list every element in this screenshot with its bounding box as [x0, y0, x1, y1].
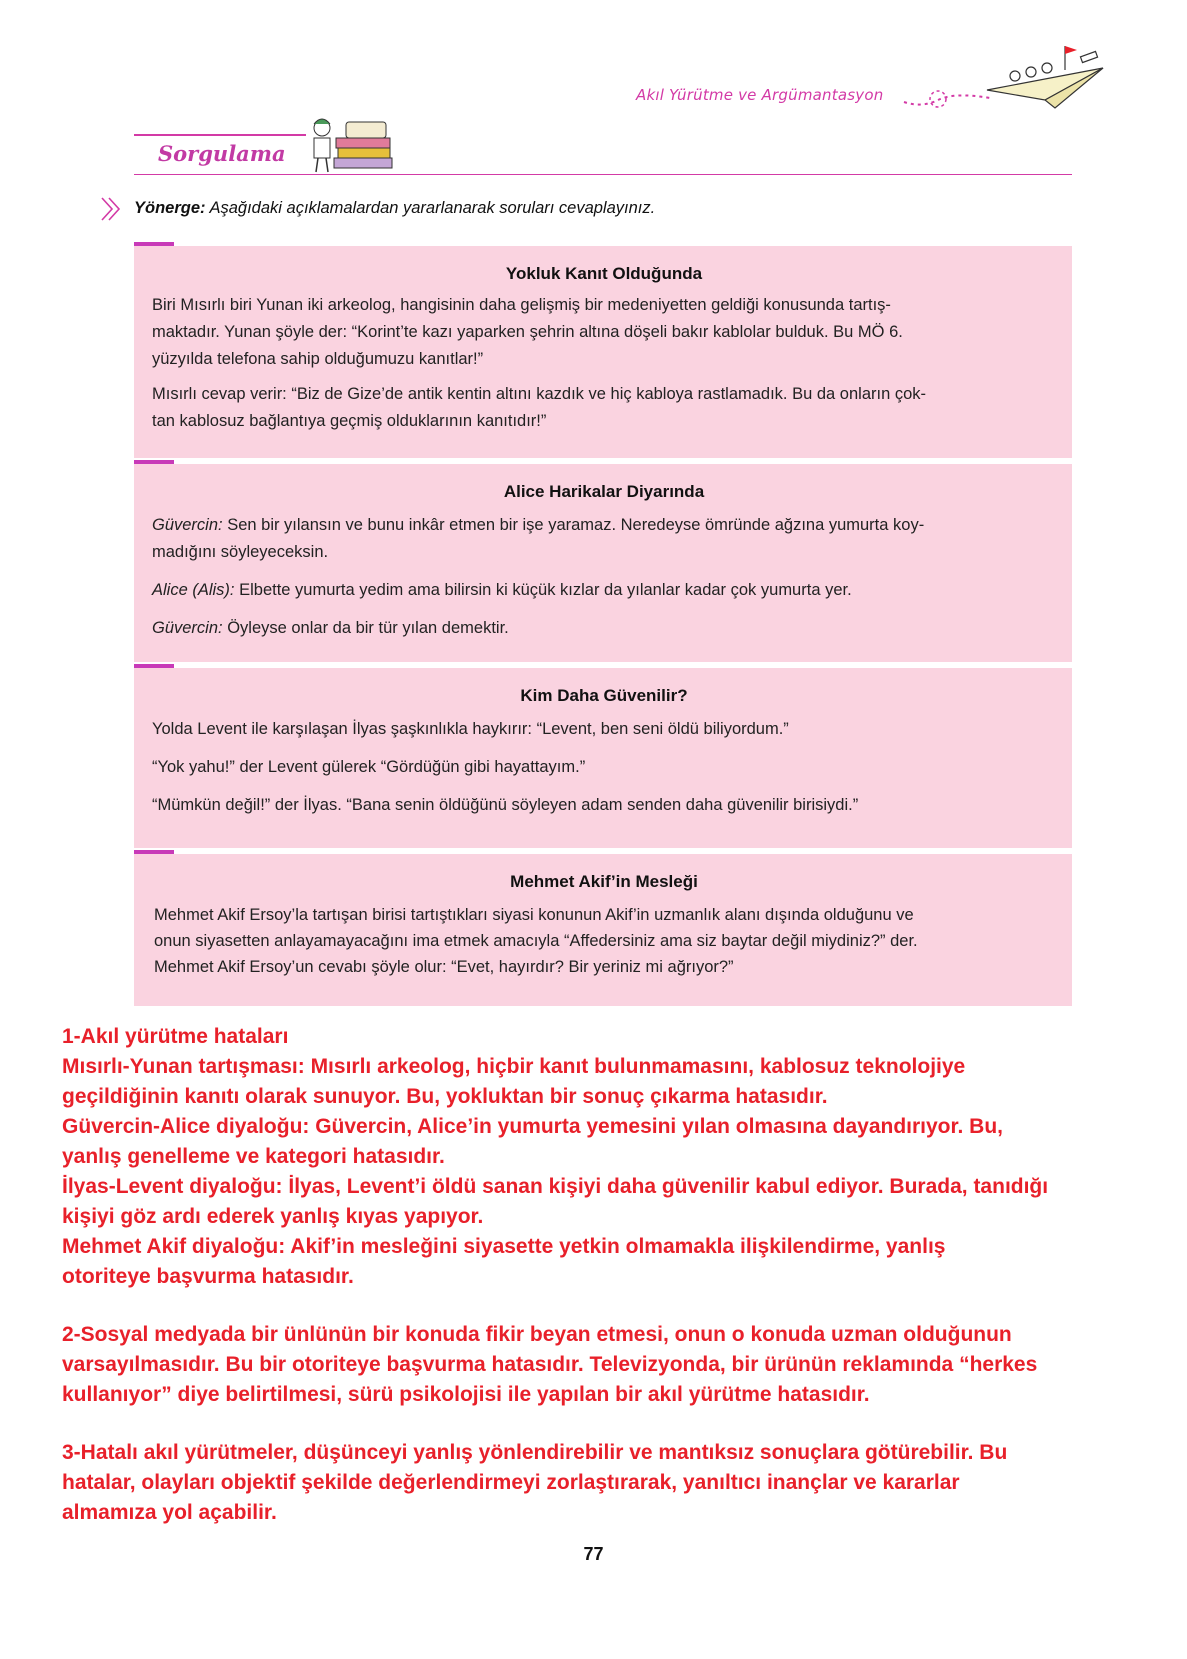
text-line: madığını söyleyeceksin.: [152, 543, 329, 561]
box-title: Mehmet Akif’in Mesleği: [510, 872, 698, 891]
text-line: Mehmet Akif Ersoy’un cevabı şöyle olur: “Evet, hayırdır? Bir yeriniz mi ağrıyor?”: [154, 958, 734, 976]
speaker-name: Güvercin:: [152, 619, 223, 637]
dialog-line: [152, 615, 1056, 642]
page-number: 77: [583, 1544, 604, 1564]
story-box-yokluk: [134, 246, 1072, 458]
answer-line: yanlış genelleme ve kategori hatasıdır.: [62, 1145, 445, 1168]
answer-line: geçildiğinin kanıtı olarak sunuyor. Bu, yokluktan bir sonuç çıkarma hatasıdır.: [62, 1085, 828, 1108]
box-title: Kim Daha Güvenilir?: [520, 686, 688, 705]
answer-line: hatalar, olayları objektif şekilde değerlendirmeyi zorlaştırarak, yanıltıcı inançlar ve kararlar: [62, 1471, 960, 1494]
speaker-name: Güvercin:: [152, 516, 223, 534]
text-line: Mısırlı cevap verir: “Biz de Gize’de antik kentin altını kazdık ve hiç kabloya rastlamadık. Bu da onların çok-: [152, 385, 927, 403]
box-title: Alice Harikalar Diyarında: [503, 482, 705, 501]
text-line: yüzyılda telefona sahip olduğumuzu kanıtlar!”: [152, 350, 484, 368]
text-line: maktadır. Yunan şöyle der: “Korint’te kazı yaparken şehrin altına döşeli bakır kablolar bulduk. Bu MÖ 6.: [152, 323, 903, 341]
box-title: Yokluk Kanıt Olduğunda: [505, 264, 703, 283]
text-line: Sen bir yılansın ve bunu inkâr etmen bir işe yaramaz. Neredeyse ömründe ağzına yumurta koy-: [222, 516, 925, 534]
story-box-akif: [134, 854, 1072, 1006]
instruction-label: Yönerge:: [134, 199, 206, 217]
answers: [62, 1022, 1162, 1528]
answer-line: 3-Hatalı akıl yürütmeler, düşünceyi yanlış yönlendirebilir ve mantıksız sonuçlara götürebilir. Bu: [62, 1441, 1008, 1464]
books-reader-illustration-icon: [306, 112, 396, 174]
box-paragraph: [152, 292, 1056, 373]
spacer: [62, 1292, 1162, 1320]
text-line: Öyleyse onlar da bir tür yılan demektir.: [222, 619, 509, 637]
paper-plane-illustration-icon: [985, 40, 1105, 110]
answer-line: kullanıyor” diye belirtilmesi, sürü psikolojisi ile yapılan bir akıl yürütme hatasıdır.: [62, 1383, 870, 1406]
section-rule-top: [134, 134, 306, 136]
section-rule-bottom: [134, 174, 1072, 175]
answer-line: otoriteye başvurma hatasıdır.: [62, 1265, 354, 1288]
dialog-line: [152, 512, 1056, 566]
dotted-path-decoration-icon: [902, 88, 992, 114]
speaker-name: Alice (Alis):: [152, 581, 235, 599]
text-line: Mehmet Akif Ersoy’la tartışan birisi tartıştıkları siyasi konunun Akif’in uzmanlık alanı dışında olduğunu ve: [154, 906, 914, 924]
text-line: Elbette yumurta yedim ama bilirsin ki küçük kızlar da yılanlar kadar çok yumurta yer.: [234, 581, 852, 599]
text-line: onun siyasetten anlayamayacağını ima etmek amacıyla “Affedersiniz ama siz baytar değil miydiniz?” der.: [154, 932, 918, 950]
instruction: [134, 199, 655, 218]
story-box-alice: [134, 464, 1072, 662]
answer-line: varsayılmasıdır. Bu bir otoriteye başvurma hatasıdır. Televizyonda, bir ürünün reklamında “herkes: [62, 1353, 1038, 1376]
answer-line: 1-Akıl yürütme hataları: [62, 1025, 289, 1048]
answer-line: Güvercin-Alice diyaloğu: Güvercin, Alice’in yumurta yemesini yılan olmasına dayandırıyor. Bu,: [62, 1115, 1004, 1138]
section-label: Sorgulama: [158, 141, 286, 166]
spacer: [62, 1410, 1162, 1438]
answer-line: İlyas-Levent diyaloğu: İlyas, Levent’i öldü sanan kişiyi daha güvenilir kabul ediyor. Burada, tanıdığı: [62, 1175, 1049, 1198]
text-line: Yolda Levent ile karşılaşan İlyas şaşkınlıkla haykırır: “Levent, ben seni öldü biliyordum.”: [152, 720, 789, 738]
answer-line: Mısırlı-Yunan tartışması: Mısırlı arkeolog, hiçbir kanıt bulunmamasını, kablosuz teknolojiye: [62, 1055, 966, 1078]
instruction-text: Aşağıdaki açıklamalardan yararlanarak soruları cevaplayınız.: [205, 199, 656, 217]
answer-line: kişiyi göz ardı ederek yanlış kıyas yapıyor.: [62, 1205, 484, 1228]
answer-line: almamıza yol açabilir.: [62, 1501, 277, 1524]
dialog-line: [152, 577, 1056, 604]
text-line: “Yok yahu!” der Levent gülerek “Gördüğün gibi hayattayım.”: [152, 758, 586, 776]
box-paragraph: [152, 381, 1056, 435]
text-line: Biri Mısırlı biri Yunan iki arkeolog, hangisinin daha gelişmiş bir medeniyetten geldiği konusunda tartış-: [152, 296, 891, 314]
text-line: “Mümkün değil!” der İlyas. “Bana senin öldüğünü söyleyen adam senden daha güvenilir birisiydi.”: [152, 796, 859, 814]
double-chevron-right-icon: [100, 196, 122, 222]
text-line: tan kablosuz bağlantıya geçmiş olduklarının kanıtıdır!”: [152, 412, 547, 430]
answer-line: 2-Sosyal medyada bir ünlünün bir konuda fikir beyan etmesi, onun o konuda uzman olduğunun: [62, 1323, 1012, 1346]
answer-line: Mehmet Akif diyaloğu: Akif’in mesleğini siyasette yetkin olmamakla ilişkilendirme, yanlış: [62, 1235, 946, 1258]
story-box-guvenilir: [134, 668, 1072, 848]
chapter-title: Akıl Yürütme ve Argümantasyon: [636, 86, 884, 104]
box-paragraph: [152, 902, 1056, 980]
